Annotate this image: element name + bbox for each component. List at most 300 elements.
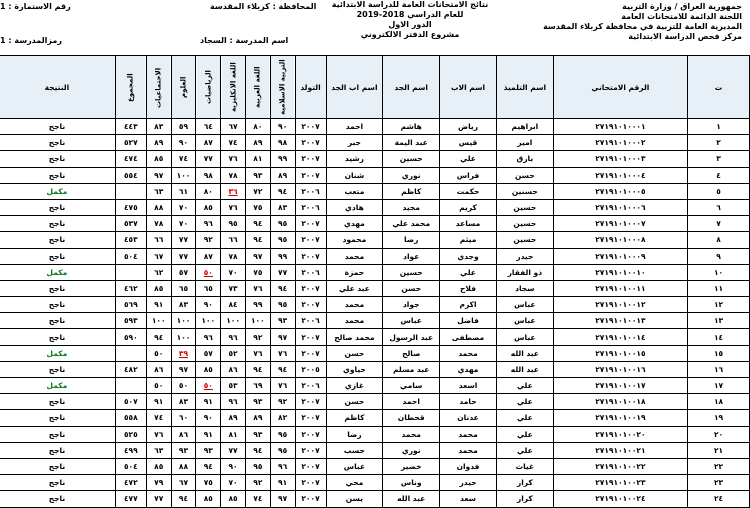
header-title-line: الدور الاول [388,20,432,29]
cell-social: ٨٥ [146,151,171,167]
cell-n: ٤ [688,167,750,183]
cell-english: ٨١ [221,426,246,442]
cell-english: ٥٣ [221,378,246,394]
cell-english: ٧٣ [221,280,246,296]
cell-english: ٧٠ [221,264,246,280]
cell-total [115,345,146,361]
cell-social: ٨٣ [146,119,171,135]
cell-ggrand: مهدي [326,216,383,232]
cell-grand: صالح [383,345,440,361]
cell-n: ١١ [688,280,750,296]
table-row [0,216,750,232]
cell-science: ١٠٠ [171,313,196,329]
cell-birth: ٢٠٠٧ [295,491,326,507]
cell-math: ٨٥ [196,361,221,377]
cell-math: ٨٠ [196,183,221,199]
cell-exam: ٢٧١٩١٠١٠٠٠٧ [553,216,687,232]
cell-social: ٩١ [146,297,171,313]
cell-social: ١٠٠ [146,313,171,329]
cell-arabic: ١٠٠ [245,313,270,329]
cell-father: سعد [440,491,497,507]
cell-total: ٤٩٩ [115,442,146,458]
cell-science: ٨٣ [171,297,196,313]
cell-n: ١٢ [688,297,750,313]
cell-social: ٨٩ [146,135,171,151]
table-row [0,232,750,248]
cell-math: ٧٥ [196,475,221,491]
cell-math: ٨٧ [196,248,221,264]
cell-result: ناجح [0,491,115,507]
cell-math: ٩٦ [196,216,221,232]
cell-math: ١٠٠ [196,313,221,329]
cell-birth: ٢٠٠٧ [295,216,326,232]
cell-birth: ٢٠٠٦ [295,313,326,329]
cell-islamic: ٩٥ [270,442,295,458]
cell-n: ٢٣ [688,475,750,491]
cell-science: ١٠٠ [171,167,196,183]
cell-science: ١٠٠ [171,329,196,345]
cell-islamic: ٩٤ [270,361,295,377]
cell-birth: ٢٠٠٦ [295,199,326,215]
cell-total: ٥٩٣ [115,313,146,329]
cell-name: علي [496,378,553,394]
cell-science: ٥٠ [171,378,196,394]
cell-social: ٨٨ [146,199,171,215]
cell-grand: عبد الله [383,491,440,507]
cell-grand: مجيد [383,199,440,215]
cell-total: ٥٢٧ [115,135,146,151]
cell-total: ٥٠٧ [115,394,146,410]
cell-father: فدوان [440,458,497,474]
cell-father: حكمت [440,183,497,199]
cell-english: ٦٦ [221,232,246,248]
cell-father: علي [440,264,497,280]
cell-islamic: ٩٥ [270,216,295,232]
cell-n: ٢٢ [688,458,750,474]
cell-n: ٥ [688,183,750,199]
cell-n: ١ [688,119,750,135]
cell-math: ٩٤ [196,458,221,474]
cell-exam: ٢٧١٩١٠١٠٠١٩ [553,410,687,426]
cell-math: ٦٥ [196,280,221,296]
cell-social: ٧٨ [146,216,171,232]
cell-english: ٧٤ [221,135,246,151]
cell-father: محمد [440,426,497,442]
cell-arabic: ٩٥ [245,458,270,474]
cell-result: ناجح [0,297,115,313]
cell-exam: ٢٧١٩١٠١٠٠٠٣ [553,151,687,167]
cell-birth: ٢٠٠٧ [295,345,326,361]
table-row [0,167,750,183]
column-header: التربية الاسلامية [270,56,295,119]
header-right-line: جمهورية العراق / وزارة التربية [622,2,742,11]
column-header: اسم الاب [440,56,497,119]
cell-ggrand: محمد [326,297,383,313]
cell-islamic: ٩٧ [270,329,295,345]
cell-islamic: ٨٢ [270,410,295,426]
cell-n: ١٧ [688,378,750,394]
cell-father: فلاح [440,280,497,296]
cell-arabic: ٨٩ [245,135,270,151]
cell-name: حيدر [496,248,553,264]
cell-ggrand: حسب [326,442,383,458]
cell-science: ٩٣ [171,442,196,458]
cell-math: ٩٢ [196,232,221,248]
cell-social: ٦٣ [146,442,171,458]
table-row [0,378,750,394]
cell-result: مكمل [0,264,115,280]
cell-exam: ٢٧١٩١٠١٠٠١٢ [553,297,687,313]
cell-social: ٦٦ [146,232,171,248]
cell-total: ٤٧٥ [115,199,146,215]
cell-islamic: ٩٥ [270,426,295,442]
cell-name: عباس [496,313,553,329]
table-row [0,135,750,151]
cell-exam: ٢٧١٩١٠١٠٠٢٣ [553,475,687,491]
cell-english: ٧٦ [221,199,246,215]
table-row [0,394,750,410]
cell-result: ناجح [0,442,115,458]
cell-arabic: ٩٣ [245,167,270,183]
column-header: اسم التلميذ [496,56,553,119]
table-body [0,119,750,508]
cell-total: ٤٧٧ [115,491,146,507]
cell-birth: ٢٠٠٧ [295,280,326,296]
cell-n: ٢٤ [688,491,750,507]
cell-arabic: ٩٤ [245,216,270,232]
cell-math: ٩١ [196,394,221,410]
cell-social: ٧٧ [146,491,171,507]
cell-social: ٧٤ [146,410,171,426]
school-name-label: اسم المدرسة : السجاد [200,36,289,45]
cell-islamic: ٩٤ [270,280,295,296]
cell-total: ٤٤٣ [115,119,146,135]
cell-grand: كاظم [383,183,440,199]
cell-ggrand: حياوي [326,361,383,377]
cell-grand: رضا [383,232,440,248]
cell-science: ٩٧ [171,361,196,377]
cell-birth: ٢٠٠٧ [295,297,326,313]
cell-ggrand: عباس [326,458,383,474]
cell-islamic: ٧٦ [270,378,295,394]
cell-father: وجدي [440,248,497,264]
cell-n: ٢٠ [688,426,750,442]
cell-result: ناجح [0,280,115,296]
column-header: النتيجة [0,56,115,119]
cell-name: حسن [496,167,553,183]
governorate-label: المحافظة : كربلاء المقدسة [210,2,317,11]
cell-name: علي [496,426,553,442]
cell-birth: ٢٠٠٧ [295,135,326,151]
cell-result: ناجح [0,410,115,426]
cell-arabic: ٩٣ [245,426,270,442]
cell-result: ناجح [0,361,115,377]
cell-arabic: ٩٢ [245,475,270,491]
cell-n: ٩ [688,248,750,264]
cell-math: ٧٧ [196,151,221,167]
cell-n: ٢١ [688,442,750,458]
cell-english: ٨٩ [221,410,246,426]
cell-english: ٨٥ [221,491,246,507]
cell-total: ٥٩٠ [115,329,146,345]
cell-science: ٧٧ [171,248,196,264]
cell-ggrand: غازي [326,378,383,394]
cell-result: ناجح [0,426,115,442]
cell-grand: هاشم [383,119,440,135]
cell-social: ٨٥ [146,458,171,474]
cell-english: ١٠٠ [221,313,246,329]
cell-n: ١٨ [688,394,750,410]
cell-english: ٦٧ [221,119,246,135]
cell-arabic: ٩٧ [245,248,270,264]
cell-ggrand: كاظم [326,410,383,426]
header-title-line: نتائج الامتحانات العامة للدراسة الابتدائية [331,0,489,9]
cell-father: عدنان [440,410,497,426]
cell-math: ٩٦ [196,329,221,345]
cell-english: ٧٧ [221,442,246,458]
cell-grand: عباس [383,313,440,329]
cell-result: ناجح [0,232,115,248]
cell-exam: ٢٧١٩١٠١٠٠١٣ [553,313,687,329]
cell-exam: ٢٧١٩١٠١٠٠١٤ [553,329,687,345]
cell-total: ٤٧٢ [115,475,146,491]
cell-islamic: ٩٦ [270,458,295,474]
cell-ggrand: شنان [326,167,383,183]
cell-result: ناجح [0,475,115,491]
cell-birth: ٢٠٠٧ [295,394,326,410]
cell-father: اكرم [440,297,497,313]
cell-total: ٤٦٢ [115,280,146,296]
cell-n: ٣ [688,151,750,167]
cell-science: ٦٧ [171,475,196,491]
cell-ggrand: رضا [326,426,383,442]
header-right-line: مركز فحص الدراسة الابتدائية [628,32,742,41]
cell-grand: قحطان [383,410,440,426]
cell-islamic: ٩٤ [270,183,295,199]
cell-grand: محمد [383,426,440,442]
column-header: الرقم الامتحاني [553,56,687,119]
cell-result: ناجح [0,199,115,215]
cell-exam: ٢٧١٩١٠١٠٠١٧ [553,378,687,394]
cell-father: فراس [440,167,497,183]
cell-science: ٦٠ [171,410,196,426]
cell-math: ٩٠ [196,297,221,313]
cell-result: ناجح [0,394,115,410]
table-row [0,491,750,507]
cell-ggrand: محمد [326,313,383,329]
cell-arabic: ٧٦ [245,280,270,296]
cell-total: ٥٣٧ [115,216,146,232]
cell-islamic: ٩٥ [270,297,295,313]
results-table [0,55,750,508]
cell-science: ٨٦ [171,426,196,442]
failing-mark: ٥٠ [203,267,213,277]
table-header-row [0,56,750,119]
cell-science: ٧٧ [171,232,196,248]
cell-father: علي [440,151,497,167]
cell-grand: عبد الرسول [383,329,440,345]
cell-grand: سامي [383,378,440,394]
cell-total: ٥٦٩ [115,297,146,313]
table-row [0,426,750,442]
cell-science: ٧٠ [171,216,196,232]
cell-n: ١٠ [688,264,750,280]
cell-father: قيس [440,135,497,151]
cell-arabic: ٩٤ [245,442,270,458]
cell-result: ناجح [0,216,115,232]
cell-english: ٨٦ [221,361,246,377]
column-header: اللغة العربية [245,56,270,119]
cell-exam: ٢٧١٩١٠١٠٠٢٠ [553,426,687,442]
cell-total [115,378,146,394]
cell-name: غياث [496,458,553,474]
table-row [0,410,750,426]
cell-social: ٥٠ [146,378,171,394]
cell-arabic: ٩٤ [245,232,270,248]
cell-name: بارق [496,151,553,167]
column-header: التولد [295,56,326,119]
cell-total: ٤٥٣ [115,232,146,248]
cell-math: ٦٤ [196,119,221,135]
cell-islamic: ٩٩ [270,151,295,167]
cell-grand: حسن [383,280,440,296]
cell-birth: ٢٠٠٧ [295,119,326,135]
column-header: اسم اب الجد [326,56,383,119]
cell-name: علي [496,442,553,458]
cell-father: فاضل [440,313,497,329]
cell-result: مكمل [0,345,115,361]
cell-birth: ٢٠٠٧ [295,232,326,248]
cell-exam: ٢٧١٩١٠١٠٠٠٩ [553,248,687,264]
cell-grand: جواد [383,297,440,313]
cell-islamic: ٩١ [270,475,295,491]
cell-exam: ٢٧١٩١٠١٠٠٢٢ [553,458,687,474]
cell-social: ٥٠ [146,345,171,361]
cell-english: ٩٥ [221,216,246,232]
cell-ggrand: يسن [326,491,383,507]
cell-result: ناجح [0,135,115,151]
cell-name: عباس [496,297,553,313]
cell-name: ذو الفقار [496,264,553,280]
table-row [0,458,750,474]
cell-math: ٨٧ [196,135,221,151]
cell-social: ٦٧ [146,248,171,264]
cell-islamic: ٩٨ [270,135,295,151]
header-title-block [300,0,520,40]
cell-father: مهدي [440,361,497,377]
cell-arabic: ٨٠ [245,119,270,135]
cell-math [196,378,221,394]
cell-grand: عبد مسلم [383,361,440,377]
cell-ggrand: محي [326,475,383,491]
cell-father: اسعد [440,378,497,394]
cell-name: عبد الله [496,345,553,361]
cell-grand: نوري [383,167,440,183]
cell-result: ناجح [0,313,115,329]
cell-arabic: ٧٥ [245,264,270,280]
cell-science: ٦١ [171,183,196,199]
cell-science: ٦٥ [171,280,196,296]
cell-ggrand: حمزة [326,264,383,280]
cell-father: حيدر [440,475,497,491]
cell-total [115,183,146,199]
table-row [0,183,750,199]
cell-n: ١٤ [688,329,750,345]
cell-name: سجاد [496,280,553,296]
cell-grand: نوري [383,442,440,458]
table-row [0,280,750,296]
cell-arabic: ٩٤ [245,361,270,377]
cell-science: ٨٨ [171,458,196,474]
cell-exam: ٢٧١٩١٠١٠٠١٥ [553,345,687,361]
cell-exam: ٢٧١٩١٠١٠٠٢١ [553,442,687,458]
cell-arabic: ٧٥ [245,199,270,215]
column-header: الرياضيات [196,56,221,119]
table-row [0,151,750,167]
cell-science: ٥٩ [171,119,196,135]
cell-name: امير [496,135,553,151]
cell-exam: ٢٧١٩١٠١٠٠١٠ [553,264,687,280]
cell-social: ٦٢ [146,264,171,280]
header-right-line: اللجنة الدائمة للامتحانات العامة [621,12,742,21]
cell-father: مساعد [440,216,497,232]
cell-grand: خضير [383,458,440,474]
table-row [0,248,750,264]
table-row [0,329,750,345]
cell-name: عباس [496,329,553,345]
cell-ggrand: هادي [326,199,383,215]
cell-islamic: ٩٠ [270,119,295,135]
cell-father: كريم [440,199,497,215]
cell-result: مكمل [0,183,115,199]
cell-math [196,264,221,280]
cell-science: ٨٣ [171,394,196,410]
school-code-label: رمزالمدرسة : 1 [0,36,62,45]
cell-grand: حسين [383,151,440,167]
cell-social: ٨٦ [146,361,171,377]
cell-arabic: ٩٢ [245,329,270,345]
cell-name: كرار [496,491,553,507]
cell-birth: ٢٠٠٧ [295,151,326,167]
cell-social: ٩١ [146,394,171,410]
column-header: ت [688,56,750,119]
cell-arabic: ٩٣ [245,394,270,410]
cell-exam: ٢٧١٩١٠١٠٠١١ [553,280,687,296]
cell-father: محمد [440,442,497,458]
cell-birth: ٢٠٠٧ [295,410,326,426]
cell-ggrand: عبد علي [326,280,383,296]
cell-total: ٥٥٤ [115,167,146,183]
cell-math: ٩٣ [196,442,221,458]
cell-n: ٧ [688,216,750,232]
cell-islamic: ٧٧ [270,264,295,280]
form-number-label: رقم الاستمارة : 1 [0,2,71,11]
cell-father: محمد [440,345,497,361]
cell-science: ٩٤ [171,491,196,507]
cell-result: ناجح [0,151,115,167]
cell-n: ١٥ [688,345,750,361]
cell-islamic: ٩٧ [270,491,295,507]
cell-english: ٩٦ [221,329,246,345]
table-row [0,119,750,135]
cell-exam: ٢٧١٩١٠١٠٠٠٢ [553,135,687,151]
column-header: اللغة الانكليزية [221,56,246,119]
cell-n: ٢ [688,135,750,151]
column-header: العلوم [171,56,196,119]
cell-arabic: ٨٩ [245,410,270,426]
cell-birth: ٢٠٠٧ [295,329,326,345]
cell-english: ٨٤ [221,297,246,313]
